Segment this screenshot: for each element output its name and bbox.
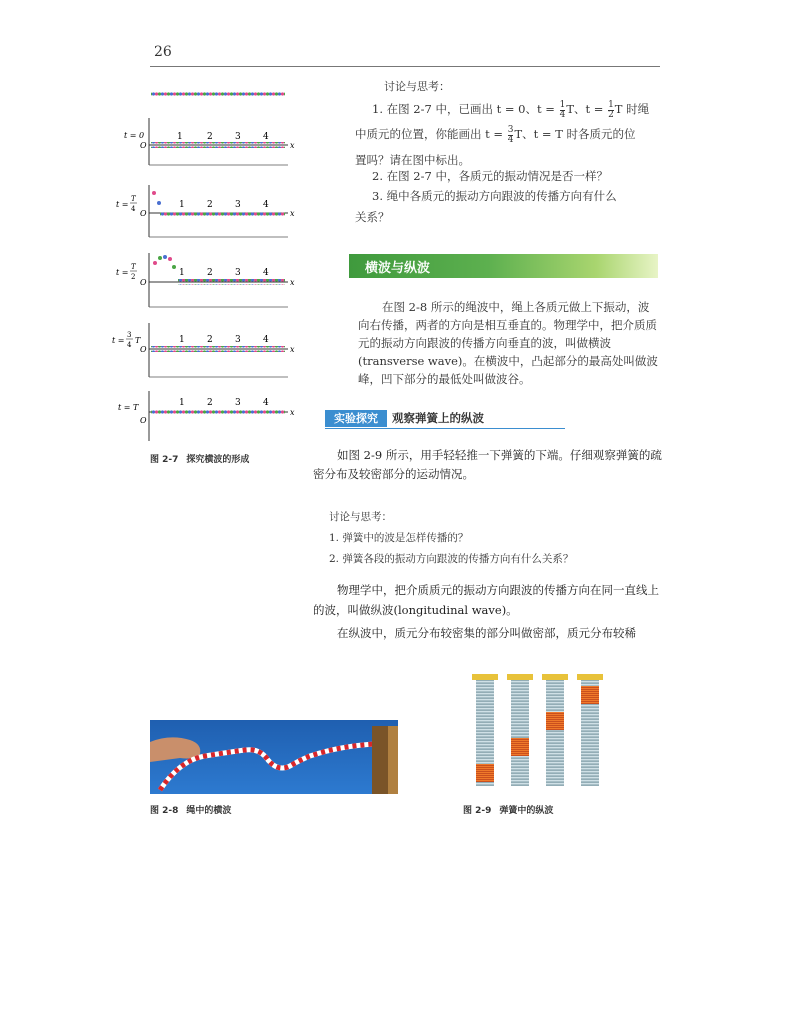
svg-text:4: 4 — [263, 335, 269, 345]
figure-2-7-diagram — [110, 85, 305, 445]
svg-text:x: x — [290, 345, 295, 354]
discussion-1-q1-line1: 1. 在图 2-7 中，已画出 t = 0、t = $\frac{1}{4}$ T、t = $\frac{1}{2}$ T 时绳 — [372, 99, 650, 120]
discussion-1-q1-line2: 中质元的位置，你能画出 t = $\frac{3}{4}$ T、t = T 时各质元的位 — [355, 124, 636, 145]
svg-text:x: x — [290, 278, 295, 287]
discussion-2-q1: 1. 弹簧中的波是怎样传播的？ — [329, 532, 469, 544]
svg-text:O: O — [140, 141, 147, 150]
svg-text:t =: t = — [116, 200, 129, 209]
svg-text:x: x — [290, 209, 295, 218]
svg-text:1: 1 — [179, 268, 185, 278]
svg-text:3: 3 — [235, 335, 241, 345]
discussion-1-q1-line3: 置吗？请在图中标出。 — [355, 153, 470, 167]
svg-text:3: 3 — [235, 200, 241, 210]
svg-text:4: 4 — [263, 132, 269, 142]
svg-text:2: 2 — [207, 335, 213, 345]
panel-t0 — [124, 118, 295, 165]
svg-text:x: x — [290, 408, 295, 417]
svg-text:O: O — [140, 278, 147, 287]
paragraph-transverse-wave: 在图 2-8 所示的绳波中，绳上各质元做上下振动，波向右传播，两者的方向是相互垂直的。物理学中，把介质质元的振动方向跟波的传播方向垂直的波，叫做横波(transverse wave)。在横波中，凸起部分的最高处叫做波峰，凹下部分的最低处叫做波谷。 — [358, 300, 658, 386]
svg-text:1: 1 — [179, 398, 185, 408]
label-t0: t = 0 — [124, 131, 145, 140]
page-number: 26 — [154, 44, 172, 60]
svg-text:2: 2 — [131, 273, 136, 281]
svg-text:3: 3 — [235, 268, 241, 278]
svg-text:T: T — [131, 263, 136, 271]
bead-row-top — [151, 92, 285, 98]
svg-text:4: 4 — [131, 205, 136, 213]
figure-2-8-photo — [150, 720, 398, 794]
svg-text:2: 2 — [207, 398, 213, 408]
paragraph-longitudinal-wave: 物理学中，把介质质元的振动方向跟波的传播方向在同一直线上的波，叫做纵波(longitudinal wave)。 — [313, 583, 659, 617]
svg-text:T: T — [131, 195, 136, 203]
discussion-1-title: 讨论与思考： — [384, 80, 450, 93]
svg-text:t =: t = — [116, 268, 129, 277]
rope-wave-image — [150, 720, 398, 794]
svg-text:2: 2 — [207, 200, 213, 210]
svg-text:O: O — [140, 416, 147, 425]
figure-2-7-caption: 图 2-7 探究横波的形成 — [150, 455, 250, 465]
svg-text:T: T — [135, 336, 141, 345]
section-header — [349, 254, 658, 278]
panel-t-quarter — [116, 185, 295, 237]
paragraph-experiment: 如图 2-9 所示，用手轻轻推一下弹簧的下端。仔细观察弹簧的疏密分布及较密部分的运动情况。 — [313, 448, 662, 481]
figure-2-8-caption: 图 2-8 绳中的横波 — [150, 806, 232, 816]
svg-text:4: 4 — [263, 200, 269, 210]
svg-text:1: 1 — [179, 200, 185, 210]
figure-2-9-caption: 图 2-9 弹簧中的纵波 — [463, 806, 554, 816]
section-title: 横波与纵波 — [365, 261, 431, 276]
svg-text:t = T: t = T — [118, 403, 139, 412]
svg-text:O: O — [140, 209, 147, 218]
experiment-title: 观察弹簧上的纵波 — [392, 411, 484, 425]
experiment-rule — [325, 428, 565, 429]
discussion-1-q3-line2: 关系？ — [355, 210, 390, 224]
paragraph-compression: 在纵波中，质元分布较密集的部分叫做密部，质元分布较稀 — [337, 626, 636, 640]
svg-text:1: 1 — [177, 132, 183, 142]
svg-text:4: 4 — [263, 268, 269, 278]
panel-t-half — [116, 253, 295, 307]
experiment-badge: 实验探究 — [325, 410, 387, 427]
panel-t-full — [118, 391, 295, 441]
header-rule — [150, 66, 660, 67]
svg-text:4: 4 — [127, 341, 132, 349]
svg-text:4: 4 — [263, 398, 269, 408]
svg-text:3: 3 — [235, 398, 241, 408]
svg-text:t =: t = — [112, 336, 125, 345]
figure-2-9-photo — [470, 672, 610, 790]
discussion-2-title: 讨论与思考： — [329, 511, 392, 523]
svg-text:3: 3 — [235, 132, 241, 142]
springs-image — [470, 672, 610, 790]
svg-text:x: x — [290, 141, 295, 150]
panel-t-three-quarter — [112, 323, 295, 377]
discussion-1-q2: 2. 在图 2-7 中，各质元的振动情况是否一样？ — [372, 169, 608, 183]
svg-text:3: 3 — [127, 331, 132, 339]
discussion-2-q2: 2. 弹簧各段的振动方向跟波的传播方向有什么关系？ — [329, 553, 574, 565]
discussion-1-q3-line1: 3. 绳中各质元的振动方向跟波的传播方向有什么 — [372, 189, 617, 203]
svg-text:2: 2 — [207, 268, 213, 278]
svg-text:1: 1 — [179, 335, 185, 345]
svg-text:O: O — [140, 345, 147, 354]
svg-text:2: 2 — [207, 132, 213, 142]
figure-2-7 — [110, 85, 305, 445]
